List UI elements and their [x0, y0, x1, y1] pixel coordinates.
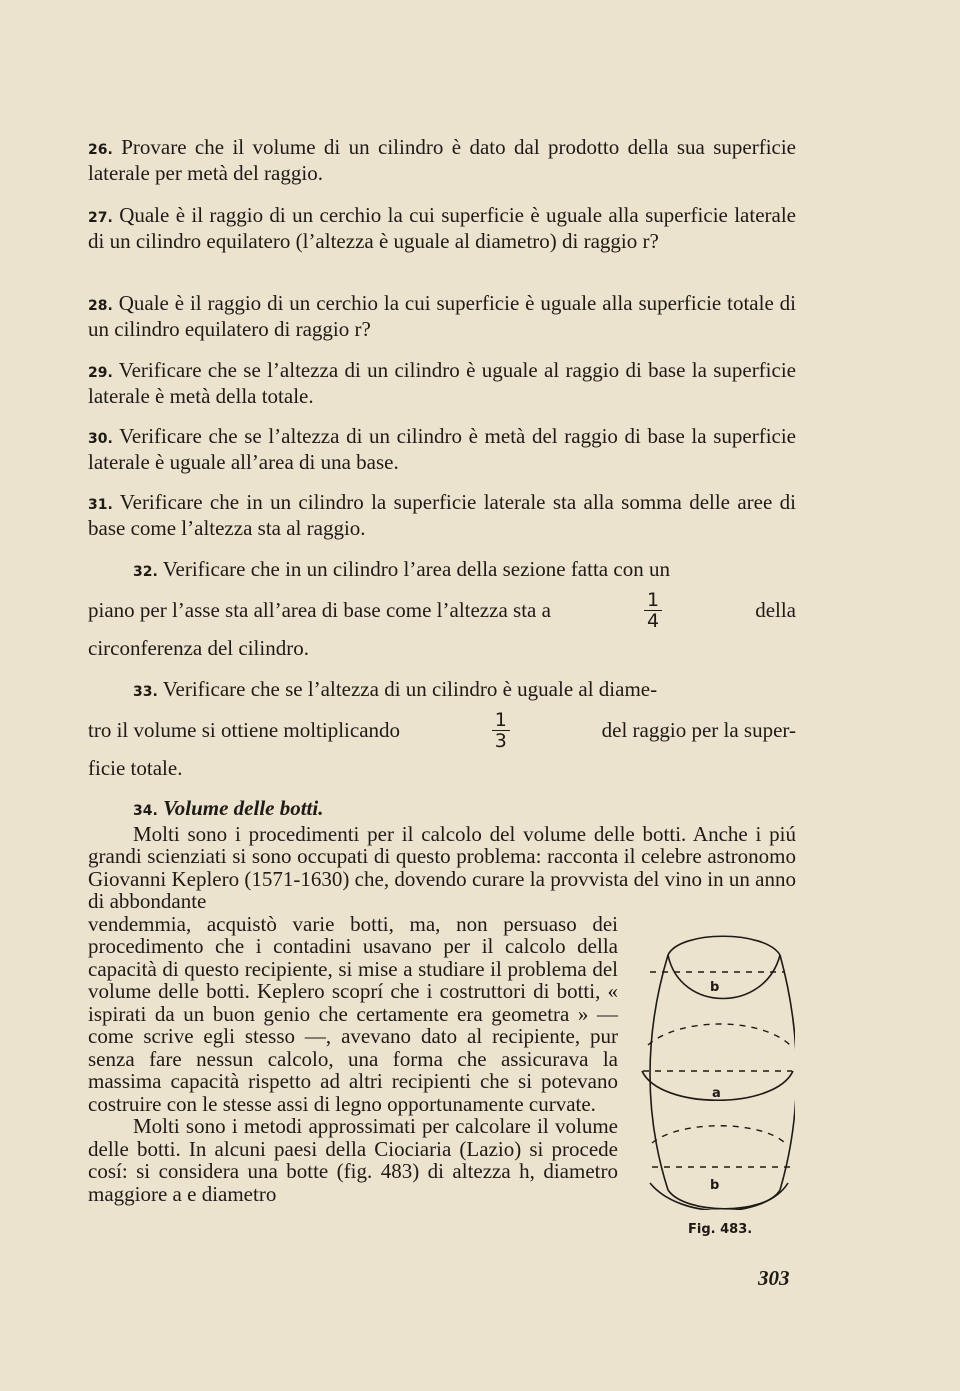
exercise-number: 34.: [133, 803, 158, 819]
exercise-28: [88, 292, 796, 341]
barrel-top-front-arc: [668, 955, 780, 999]
barrel-figure: [640, 925, 795, 1210]
exercise-text: Verificare che in un cilindro la superficie laterale sta alla somma delle aree di base come l’altezza sta al raggio.: [88, 490, 796, 540]
exercise-32: 32. Verificare che in un cilindro l’area della sezione fatta con un piano per l’asse sta all’area di base come l’altezza sta a $\frac{1}{4}$ della circonferenza del cilindro.: [88, 557, 796, 660]
exercise-text-line3: ficie totale.: [88, 756, 183, 780]
exercise-number: 27.: [88, 210, 113, 226]
exercise-number: 26.: [88, 142, 113, 158]
exercise-number: 33.: [133, 684, 158, 700]
exercise-31: [88, 491, 796, 540]
exercise-number: 28.: [88, 298, 113, 314]
exercise-26: [88, 136, 796, 185]
paragraph-1-wide: Molti sono i procedimenti per il calcolo del volume delle botti. Anche i piú grandi scienziati si sono occupati di questo problema: racconta il celebre astronomo Giovanni Keplero (1571-1630) che, dovendo curare la provvista del vino in un anno di abbondante: [88, 821, 796, 913]
exercise-number: 32.: [133, 564, 158, 580]
barrel-left-side: [650, 955, 668, 1190]
exercise-text: Provare che il volume di un cilindro è dato dal prodotto della sua superficie laterale per metà del raggio.: [88, 135, 797, 185]
exercise-33: 33. Verificare che se l’altezza di un cilindro è uguale al diame- tro il volume si ottiene moltiplicando $\frac{1}{3}$ del raggio per la super- ficie totale.: [88, 677, 796, 780]
exercise-29: [88, 359, 796, 408]
exercise-number: 31.: [88, 497, 113, 513]
fraction-one-third: $\frac{1}{3}$: [492, 710, 510, 751]
page-number: 303: [758, 1266, 790, 1290]
exercise-number: 29.: [88, 365, 113, 381]
exercise-text: Quale è il raggio di un cerchio la cui superficie è uguale alla superficie laterale di un cilindro equilatero (l’altezza è uguale al diametro) di raggio r?: [88, 203, 797, 253]
exercise-text-line1: Verificare che se l’altezza di un cilindro è uguale al diame-: [162, 677, 658, 701]
exercise-text: Verificare che se l’altezza di un cilindro è metà del raggio di base la superficie laterale è uguale all’area di una base.: [88, 424, 796, 474]
label-b-bottom: b: [710, 1178, 720, 1193]
figure-caption: Fig. 483.: [688, 1222, 753, 1237]
paragraph-2: Molti sono i metodi approssimati per calcolare il volume delle botti. In alcuni paesi della Ciociaria (Lazio) si procede cosí: si considera una botte (fig. 483) di altezza h, diametro maggiore a e diametro: [88, 1114, 618, 1206]
barrel-top-back-arc: [668, 936, 780, 955]
label-b-top: b: [710, 980, 720, 995]
exercise-text-line2: piano per l’asse sta all’area di base come l’altezza sta a: [88, 598, 551, 622]
dashed-bottom-back-arc: [652, 1126, 785, 1143]
label-a: a: [712, 1086, 721, 1101]
exercise-text-line1: Verificare che in un cilindro l’area della sezione fatta con un: [162, 557, 670, 581]
section-title: Volume delle botti.: [163, 796, 324, 820]
exercise-text-line2: tro il volume si ottiene moltiplicando: [88, 718, 401, 742]
paragraph-1-narrow: vendemmia, acquistò varie botti, ma, non persuaso dei procedimento che i contadini usavano per il calcolo della capacità di questo recipiente, si mise a studiare il problema del volume delle botti. Keplero scoprí che i costruttori di botti, « ispirati da un buon genio che certamente era geometra » — come scrive egli stesso —, avevano dato al recipiente, pur senza fare nessun calcolo, una forma che assicurava la massima capacità rispetto ad altri recipienti che si potevano costruire con le stesse assi di legno opportunamente curvate.: [88, 911, 618, 1116]
exercise-30: [88, 425, 796, 474]
exercise-27: [88, 204, 796, 253]
exercise-text: Quale è il raggio di un cerchio la cui superficie è uguale alla superficie totale di un cilindro equilatero di raggio r?: [88, 291, 797, 341]
dashed-middle-back-arc: [648, 1024, 790, 1045]
fraction-one-quarter: $\frac{1}{4}$: [644, 590, 662, 631]
exercise-text: Verificare che se l’altezza di un cilindro è uguale al raggio di base la superficie laterale è metà della totale.: [88, 358, 796, 408]
exercise-number: 30.: [88, 431, 113, 447]
exercise-text-line3: circonferenza del cilindro.: [88, 636, 309, 660]
